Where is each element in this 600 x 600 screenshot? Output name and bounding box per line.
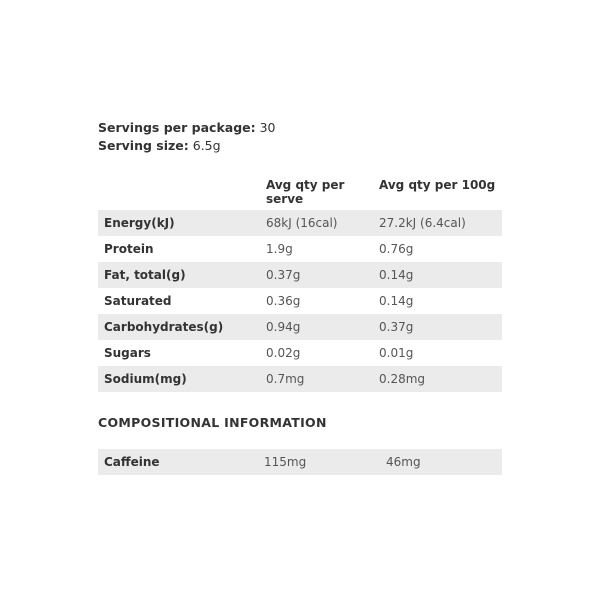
header-per-serve: Avg qty per serve bbox=[266, 178, 345, 206]
per-100g-value: 0.14g bbox=[379, 294, 414, 308]
per-100g-value: 0.37g bbox=[373, 314, 502, 340]
row-label: Sodium(mg) bbox=[98, 366, 260, 392]
per-100g-value: 0.76g bbox=[379, 242, 414, 256]
per-100g-value: 0.28mg bbox=[373, 366, 502, 392]
per-100g-value: 0.01g bbox=[379, 346, 414, 360]
per-100g-value: 0.14g bbox=[373, 262, 502, 288]
serving-size-label: Serving size: bbox=[98, 138, 189, 153]
row-label: Fat, total(g) bbox=[98, 262, 260, 288]
per-100g-value: 46mg bbox=[380, 449, 502, 475]
table-row-sugars bbox=[98, 340, 502, 366]
per-100g-value: 27.2kJ (6.4cal) bbox=[373, 210, 502, 236]
servings-per-package bbox=[98, 120, 276, 136]
table-row-energy bbox=[98, 210, 502, 236]
per-serve-value: 0.7mg bbox=[260, 366, 373, 392]
per-serve-value: 68kJ (16cal) bbox=[260, 210, 373, 236]
compositional-information-title: COMPOSITIONAL INFORMATION bbox=[98, 415, 327, 430]
header-label-column bbox=[98, 178, 260, 210]
row-label: Caffeine bbox=[98, 449, 258, 475]
per-serve-value: 1.9g bbox=[266, 242, 293, 256]
nutrition-table bbox=[98, 178, 502, 392]
table-row-protein bbox=[98, 236, 502, 262]
row-label: Protein bbox=[104, 242, 154, 256]
table-row-saturated bbox=[98, 288, 502, 314]
per-serve-value: 0.36g bbox=[266, 294, 301, 308]
row-label: Saturated bbox=[104, 294, 172, 308]
table-row-caffeine bbox=[98, 449, 502, 475]
row-label: Energy(kJ) bbox=[98, 210, 260, 236]
per-serve-value: 0.94g bbox=[260, 314, 373, 340]
servings-per-package-value: 30 bbox=[255, 120, 276, 135]
header-per-100g: Avg qty per 100g bbox=[379, 178, 496, 192]
per-serve-value: 0.02g bbox=[266, 346, 301, 360]
table-row-carbohydrates bbox=[98, 314, 502, 340]
serving-size bbox=[98, 138, 221, 154]
nutrition-table-header-row bbox=[98, 178, 502, 210]
per-serve-value: 115mg bbox=[258, 449, 380, 475]
per-serve-value: 0.37g bbox=[260, 262, 373, 288]
compositional-table bbox=[98, 449, 502, 475]
row-label: Sugars bbox=[104, 346, 151, 360]
row-label: Carbohydrates(g) bbox=[98, 314, 260, 340]
table-row-sodium bbox=[98, 366, 502, 392]
serving-size-value: 6.5g bbox=[188, 138, 221, 153]
table-row-fat-total bbox=[98, 262, 502, 288]
servings-per-package-label: Servings per package: bbox=[98, 120, 256, 135]
